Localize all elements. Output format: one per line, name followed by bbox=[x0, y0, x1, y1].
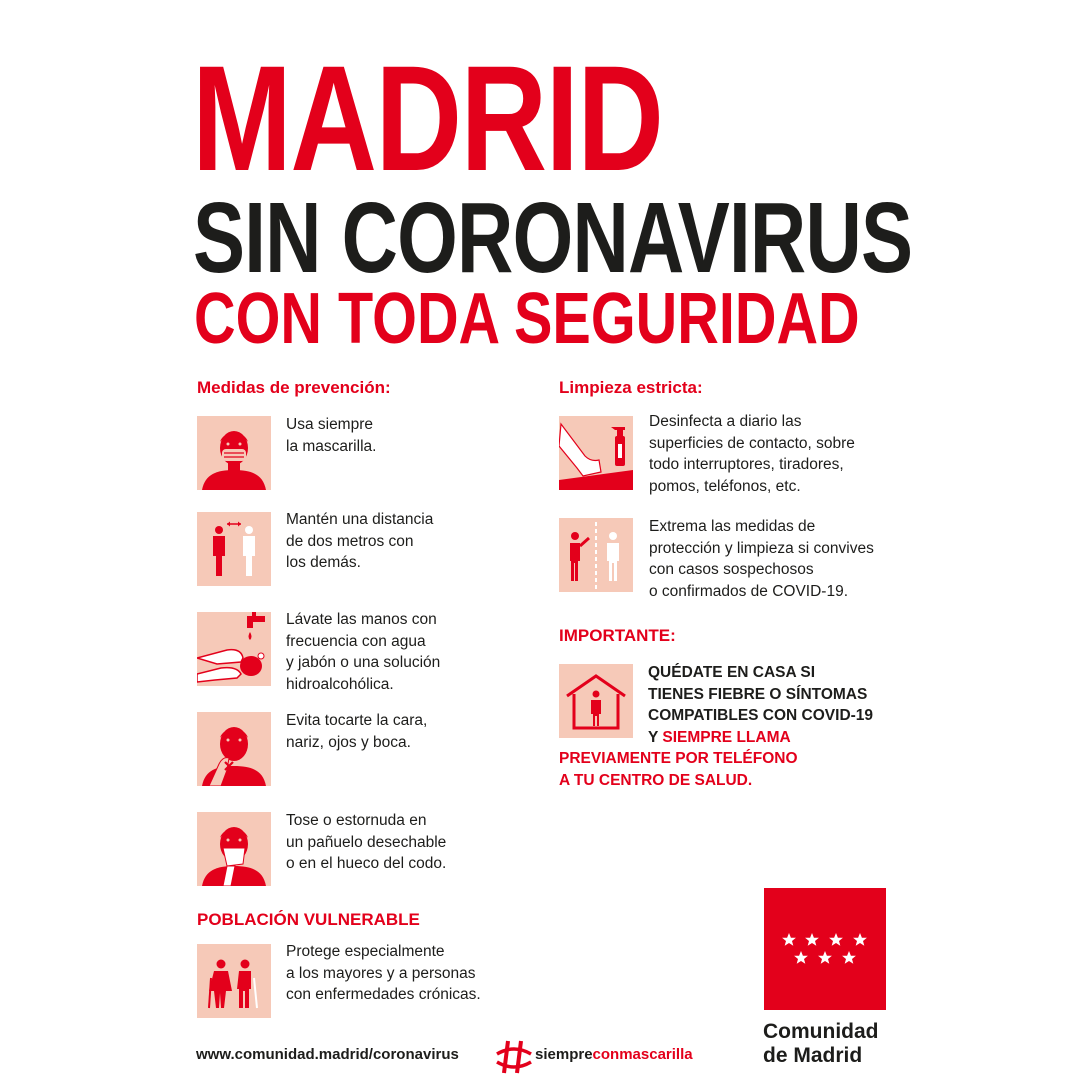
hand-washing-icon bbox=[197, 612, 271, 686]
important-message-continued: PREVIAMENTE POR TELÉFONO A TU CENTRO DE SALUD. bbox=[559, 750, 798, 789]
hashtag-icon bbox=[496, 1040, 532, 1074]
stay-home-icon bbox=[559, 664, 633, 738]
website-link[interactable]: www.comunidad.madrid/coronavirus bbox=[196, 1046, 459, 1063]
hashtag-label[interactable]: siempreconmascarilla bbox=[535, 1046, 693, 1063]
disinfect-spray-icon bbox=[559, 416, 633, 490]
vulnerable-heading: POBLACIÓN VULNERABLE bbox=[197, 910, 420, 929]
isolation-icon bbox=[559, 518, 633, 592]
prevention-item-2-text: Mantén una distancia de dos metros con los demás. bbox=[286, 511, 434, 571]
elderly-people-icon bbox=[197, 944, 271, 1018]
cleaning-item-1-text: Desinfecta a diario las superficies de contacto, sobre todo interruptores, tiradores, pomos, teléfonos, etc. bbox=[649, 413, 855, 495]
prevention-item-3-text: Lávate las manos con frecuencia con agua y jabón o una solución hidroalcohólica. bbox=[286, 611, 441, 693]
title-con-toda-seguridad: CON TODA SEGURIDAD bbox=[194, 279, 860, 359]
vulnerable-text: Protege especialmente a los mayores y a personas con enfermedades crónicas. bbox=[286, 943, 481, 1003]
prevention-item-4-text: Evita tocarte la cara, nariz, ojos y boca. bbox=[286, 712, 428, 751]
cleaning-item-2-text: Extrema las medidas de protección y limpieza si convives con casos sospechosos o confirmados de COVID-19. bbox=[649, 518, 874, 600]
prevention-item-1-text: Usa siempre la mascarilla. bbox=[286, 416, 377, 455]
sneeze-tissue-icon bbox=[197, 812, 271, 886]
distance-icon bbox=[197, 512, 271, 586]
important-heading: IMPORTANTE: bbox=[559, 626, 676, 645]
prevention-item-5-text: Tose o estornuda en un pañuelo desechable o en el hueco del codo. bbox=[286, 812, 447, 872]
title-sin-coronavirus: SIN CORONAVIRUS bbox=[193, 182, 913, 294]
mask-face-icon bbox=[197, 416, 271, 490]
cleaning-heading: Limpieza estricta: bbox=[559, 378, 703, 397]
important-message: QUÉDATE EN CASA SI TIENES FIEBRE O SÍNTOMAS COMPATIBLES CON COVID-19 Y SIEMPRE LLAMA bbox=[648, 664, 874, 746]
title-madrid: MADRID bbox=[192, 34, 663, 202]
no-touch-face-icon bbox=[197, 712, 271, 786]
comunidad-madrid-flag-logo bbox=[764, 888, 886, 1010]
comunidad-madrid-logo-text: Comunidad de Madrid bbox=[763, 1020, 879, 1067]
prevention-heading: Medidas de prevención: bbox=[197, 378, 391, 397]
